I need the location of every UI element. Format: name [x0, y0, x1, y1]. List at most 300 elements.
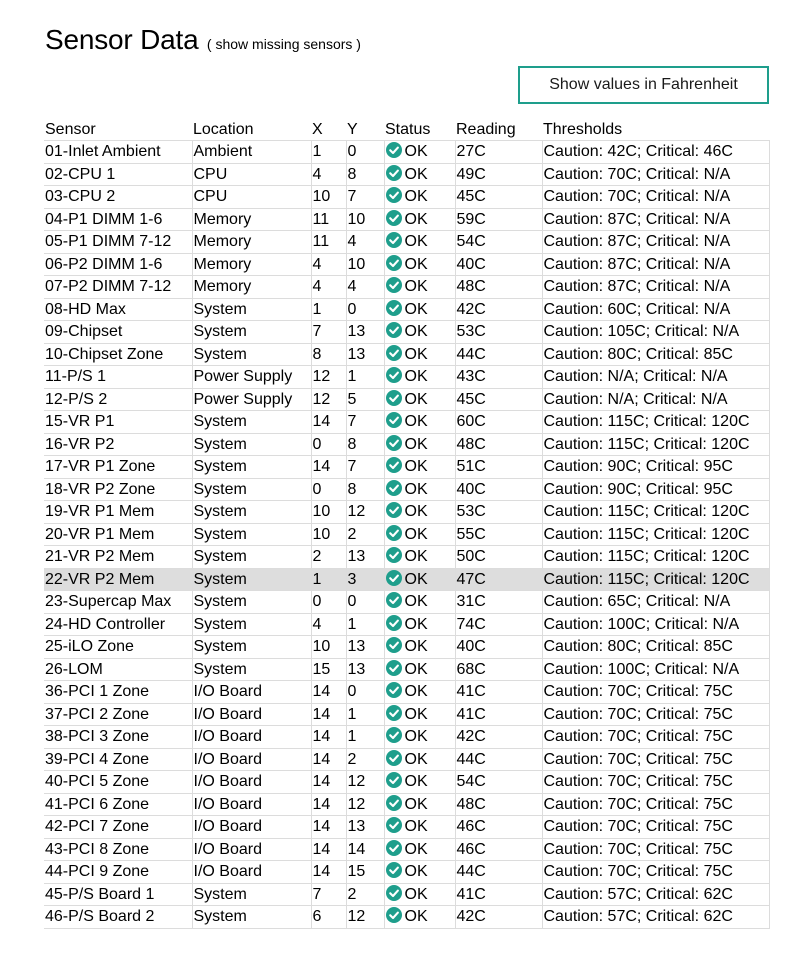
location-cell: System — [192, 456, 311, 479]
status-label: OK — [404, 795, 428, 813]
location-cell: System — [192, 298, 311, 321]
x-cell: 14 — [311, 838, 346, 861]
status-cell — [384, 523, 455, 546]
status-cell — [384, 636, 455, 659]
show-fahrenheit-button[interactable]: Show values in Fahrenheit — [518, 66, 769, 104]
table-row[interactable] — [44, 366, 769, 389]
sensor-name-cell: 17-VR P1 Zone — [44, 456, 192, 479]
status-label: OK — [404, 863, 428, 881]
y-cell: 0 — [346, 298, 384, 321]
status-label: OK — [404, 705, 428, 723]
check-circle-icon — [386, 345, 402, 361]
location-cell: I/O Board — [192, 838, 311, 861]
column-header-reading[interactable]: Reading — [456, 121, 516, 138]
column-header-y[interactable]: Y — [347, 121, 358, 138]
check-circle-icon — [386, 840, 402, 856]
reading-cell: 43C — [455, 366, 542, 389]
location-cell: System — [192, 613, 311, 636]
status-label: OK — [404, 435, 428, 453]
sensor-name-cell: 04-P1 DIMM 1-6 — [44, 208, 192, 231]
location-cell: System — [192, 906, 311, 929]
status-cell — [384, 816, 455, 839]
status-label: OK — [404, 840, 428, 858]
check-circle-icon — [386, 457, 402, 473]
y-cell: 8 — [346, 163, 384, 186]
table-row[interactable] — [44, 748, 769, 771]
column-header-location[interactable]: Location — [193, 121, 254, 138]
sensor-name-cell: 09-Chipset — [44, 321, 192, 344]
reading-cell: 42C — [455, 298, 542, 321]
check-circle-icon — [386, 525, 402, 541]
reading-cell: 45C — [455, 186, 542, 209]
status-cell — [384, 388, 455, 411]
y-cell: 3 — [346, 568, 384, 591]
y-cell: 0 — [346, 591, 384, 614]
table-row[interactable] — [44, 298, 769, 321]
x-cell: 14 — [311, 456, 346, 479]
status-label: OK — [404, 593, 428, 611]
y-cell: 7 — [346, 411, 384, 434]
location-cell: Memory — [192, 208, 311, 231]
reading-cell: 74C — [455, 613, 542, 636]
table-row[interactable] — [44, 523, 769, 546]
location-cell: Memory — [192, 253, 311, 276]
y-cell: 13 — [346, 816, 384, 839]
reading-cell: 41C — [455, 883, 542, 906]
thresholds-cell: Caution: 70C; Critical: N/A — [542, 186, 769, 209]
status-cell — [384, 771, 455, 794]
x-cell: 14 — [311, 793, 346, 816]
reading-cell: 53C — [455, 321, 542, 344]
table-row[interactable] — [44, 591, 769, 614]
location-cell: I/O Board — [192, 703, 311, 726]
location-cell: System — [192, 411, 311, 434]
thresholds-cell: Caution: 115C; Critical: 120C — [542, 411, 769, 434]
table-row[interactable] — [44, 838, 769, 861]
sensor-name-cell: 38-PCI 3 Zone — [44, 726, 192, 749]
sensor-name-cell: 16-VR P2 — [44, 433, 192, 456]
x-cell: 14 — [311, 681, 346, 704]
table-row[interactable] — [44, 388, 769, 411]
location-cell: System — [192, 478, 311, 501]
reading-cell: 46C — [455, 838, 542, 861]
check-circle-icon — [386, 367, 402, 383]
table-row[interactable] — [44, 141, 769, 164]
status-label: OK — [404, 570, 428, 588]
column-header-x[interactable]: X — [312, 121, 323, 138]
table-row[interactable] — [44, 906, 769, 929]
thresholds-cell: Caution: 87C; Critical: N/A — [542, 253, 769, 276]
reading-cell: 54C — [455, 771, 542, 794]
status-cell — [384, 546, 455, 569]
status-label: OK — [404, 885, 428, 903]
y-cell: 12 — [346, 793, 384, 816]
status-cell — [384, 298, 455, 321]
table-row[interactable] — [44, 771, 769, 794]
table-row[interactable] — [44, 163, 769, 186]
x-cell: 11 — [311, 208, 346, 231]
y-cell: 10 — [346, 253, 384, 276]
status-label: OK — [404, 638, 428, 656]
sensor-name-cell: 08-HD Max — [44, 298, 192, 321]
location-cell: I/O Board — [192, 681, 311, 704]
reading-cell: 54C — [455, 231, 542, 254]
x-cell: 6 — [311, 906, 346, 929]
status-cell — [384, 501, 455, 524]
x-cell: 10 — [311, 636, 346, 659]
x-cell: 2 — [311, 546, 346, 569]
y-cell: 2 — [346, 883, 384, 906]
table-row[interactable] — [44, 276, 769, 299]
sensor-name-cell: 36-PCI 1 Zone — [44, 681, 192, 704]
x-cell: 14 — [311, 703, 346, 726]
table-row[interactable] — [44, 793, 769, 816]
reading-cell: 44C — [455, 748, 542, 771]
status-label: OK — [404, 368, 428, 386]
location-cell: System — [192, 343, 311, 366]
sensor-name-cell: 25-iLO Zone — [44, 636, 192, 659]
table-row[interactable] — [44, 433, 769, 456]
x-cell: 1 — [311, 568, 346, 591]
status-cell — [384, 208, 455, 231]
x-cell: 10 — [311, 523, 346, 546]
status-label: OK — [404, 210, 428, 228]
status-cell — [384, 568, 455, 591]
check-circle-icon — [386, 210, 402, 226]
check-circle-icon — [386, 862, 402, 878]
thresholds-cell: Caution: 70C; Critical: N/A — [542, 163, 769, 186]
x-cell: 7 — [311, 883, 346, 906]
sensor-name-cell: 37-PCI 2 Zone — [44, 703, 192, 726]
table-row[interactable] — [44, 478, 769, 501]
location-cell: I/O Board — [192, 748, 311, 771]
y-cell: 7 — [346, 186, 384, 209]
check-circle-icon — [386, 637, 402, 653]
location-cell: Memory — [192, 276, 311, 299]
y-cell: 1 — [346, 703, 384, 726]
thresholds-cell: Caution: 80C; Critical: 85C — [542, 636, 769, 659]
x-cell: 0 — [311, 433, 346, 456]
y-cell: 4 — [346, 276, 384, 299]
check-circle-icon — [386, 142, 402, 158]
status-label: OK — [404, 255, 428, 273]
thresholds-cell: Caution: 90C; Critical: 95C — [542, 456, 769, 479]
x-cell: 0 — [311, 591, 346, 614]
y-cell: 14 — [346, 838, 384, 861]
sensor-name-cell: 01-Inlet Ambient — [44, 141, 192, 164]
check-circle-icon — [386, 435, 402, 451]
check-circle-icon — [386, 772, 402, 788]
reading-cell: 40C — [455, 636, 542, 659]
x-cell: 15 — [311, 658, 346, 681]
status-label: OK — [404, 683, 428, 701]
x-cell: 4 — [311, 253, 346, 276]
thresholds-cell: Caution: 57C; Critical: 62C — [542, 906, 769, 929]
thresholds-cell: Caution: 100C; Critical: N/A — [542, 613, 769, 636]
sensor-name-cell: 07-P2 DIMM 7-12 — [44, 276, 192, 299]
reading-cell: 60C — [455, 411, 542, 434]
check-circle-icon — [386, 277, 402, 293]
table-row[interactable] — [44, 816, 769, 839]
status-label: OK — [404, 165, 428, 183]
status-cell — [384, 681, 455, 704]
check-circle-icon — [386, 187, 402, 203]
table-row[interactable] — [44, 411, 769, 434]
sensor-name-cell: 43-PCI 8 Zone — [44, 838, 192, 861]
table-row[interactable] — [44, 208, 769, 231]
status-cell — [384, 861, 455, 884]
page-header — [45, 24, 361, 56]
status-label: OK — [404, 345, 428, 363]
y-cell: 0 — [346, 681, 384, 704]
location-cell: System — [192, 883, 311, 906]
check-circle-icon — [386, 795, 402, 811]
sensor-name-cell: 15-VR P1 — [44, 411, 192, 434]
x-cell: 7 — [311, 321, 346, 344]
x-cell: 14 — [311, 726, 346, 749]
location-cell: I/O Board — [192, 816, 311, 839]
status-cell — [384, 163, 455, 186]
location-cell: I/O Board — [192, 861, 311, 884]
y-cell: 15 — [346, 861, 384, 884]
sensor-name-cell: 26-LOM — [44, 658, 192, 681]
thresholds-cell: Caution: 70C; Critical: 75C — [542, 793, 769, 816]
x-cell: 11 — [311, 231, 346, 254]
reading-cell: 68C — [455, 658, 542, 681]
sensor-name-cell: 41-PCI 6 Zone — [44, 793, 192, 816]
reading-cell: 31C — [455, 591, 542, 614]
check-circle-icon — [386, 885, 402, 901]
status-label: OK — [404, 908, 428, 926]
sensor-table — [44, 119, 770, 929]
x-cell: 0 — [311, 478, 346, 501]
status-label: OK — [404, 750, 428, 768]
table-row[interactable] — [44, 456, 769, 479]
column-header-thresholds[interactable]: Thresholds — [543, 121, 623, 138]
reading-cell: 48C — [455, 793, 542, 816]
check-circle-icon — [386, 322, 402, 338]
location-cell: System — [192, 501, 311, 524]
thresholds-cell: Caution: 70C; Critical: 75C — [542, 861, 769, 884]
location-cell: CPU — [192, 163, 311, 186]
thresholds-cell: Caution: 115C; Critical: 120C — [542, 546, 769, 569]
check-circle-icon — [386, 682, 402, 698]
status-label: OK — [404, 458, 428, 476]
thresholds-cell: Caution: 100C; Critical: N/A — [542, 658, 769, 681]
y-cell: 2 — [346, 748, 384, 771]
status-label: OK — [404, 233, 428, 251]
column-header-status[interactable]: Status — [385, 121, 431, 138]
sensor-table-body — [44, 141, 769, 929]
sensor-name-cell: 02-CPU 1 — [44, 163, 192, 186]
status-cell — [384, 411, 455, 434]
sensor-name-cell: 10-Chipset Zone — [44, 343, 192, 366]
check-circle-icon — [386, 660, 402, 676]
thresholds-cell: Caution: N/A; Critical: N/A — [542, 388, 769, 411]
location-cell: System — [192, 546, 311, 569]
y-cell: 13 — [346, 343, 384, 366]
x-cell: 12 — [311, 388, 346, 411]
sensor-name-cell: 24-HD Controller — [44, 613, 192, 636]
thresholds-cell: Caution: N/A; Critical: N/A — [542, 366, 769, 389]
table-row[interactable] — [44, 726, 769, 749]
status-label: OK — [404, 390, 428, 408]
thresholds-cell: Caution: 60C; Critical: N/A — [542, 298, 769, 321]
thresholds-cell: Caution: 115C; Critical: 120C — [542, 568, 769, 591]
y-cell: 1 — [346, 366, 384, 389]
table-row[interactable] — [44, 253, 769, 276]
thresholds-cell: Caution: 70C; Critical: 75C — [542, 771, 769, 794]
status-cell — [384, 613, 455, 636]
x-cell: 1 — [311, 298, 346, 321]
thresholds-cell: Caution: 65C; Critical: N/A — [542, 591, 769, 614]
reading-cell: 47C — [455, 568, 542, 591]
status-cell — [384, 231, 455, 254]
table-row[interactable] — [44, 636, 769, 659]
reading-cell: 44C — [455, 343, 542, 366]
status-label: OK — [404, 480, 428, 498]
table-row[interactable] — [44, 568, 769, 591]
status-cell — [384, 726, 455, 749]
table-row[interactable] — [44, 613, 769, 636]
check-circle-icon — [386, 502, 402, 518]
y-cell: 4 — [346, 231, 384, 254]
thresholds-cell: Caution: 42C; Critical: 46C — [542, 141, 769, 164]
y-cell: 12 — [346, 771, 384, 794]
status-cell — [384, 253, 455, 276]
status-cell — [384, 343, 455, 366]
y-cell: 12 — [346, 501, 384, 524]
location-cell: System — [192, 658, 311, 681]
check-circle-icon — [386, 705, 402, 721]
y-cell: 13 — [346, 321, 384, 344]
reading-cell: 48C — [455, 276, 542, 299]
sensor-name-cell: 11-P/S 1 — [44, 366, 192, 389]
status-label: OK — [404, 143, 428, 161]
thresholds-cell: Caution: 105C; Critical: N/A — [542, 321, 769, 344]
status-cell — [384, 478, 455, 501]
y-cell: 13 — [346, 658, 384, 681]
status-cell — [384, 456, 455, 479]
status-label: OK — [404, 548, 428, 566]
status-cell — [384, 748, 455, 771]
status-label: OK — [404, 278, 428, 296]
status-cell — [384, 793, 455, 816]
sensor-name-cell: 03-CPU 2 — [44, 186, 192, 209]
x-cell: 4 — [311, 163, 346, 186]
reading-cell: 51C — [455, 456, 542, 479]
thresholds-cell: Caution: 87C; Critical: N/A — [542, 231, 769, 254]
table-row[interactable] — [44, 501, 769, 524]
status-label: OK — [404, 728, 428, 746]
location-cell: System — [192, 523, 311, 546]
status-label: OK — [404, 323, 428, 341]
status-cell — [384, 591, 455, 614]
y-cell: 2 — [346, 523, 384, 546]
reading-cell: 50C — [455, 546, 542, 569]
status-label: OK — [404, 818, 428, 836]
location-cell: Ambient — [192, 141, 311, 164]
column-header-sensor[interactable]: Sensor — [45, 121, 96, 138]
x-cell: 12 — [311, 366, 346, 389]
table-row[interactable] — [44, 883, 769, 906]
reading-cell: 59C — [455, 208, 542, 231]
location-cell: I/O Board — [192, 793, 311, 816]
status-label: OK — [404, 503, 428, 521]
check-circle-icon — [386, 570, 402, 586]
x-cell: 4 — [311, 613, 346, 636]
thresholds-cell: Caution: 70C; Critical: 75C — [542, 816, 769, 839]
thresholds-cell: Caution: 70C; Critical: 75C — [542, 838, 769, 861]
y-cell: 7 — [346, 456, 384, 479]
thresholds-cell: Caution: 80C; Critical: 85C — [542, 343, 769, 366]
check-circle-icon — [386, 547, 402, 563]
check-circle-icon — [386, 750, 402, 766]
x-cell: 4 — [311, 276, 346, 299]
sensor-name-cell: 18-VR P2 Zone — [44, 478, 192, 501]
thresholds-cell: Caution: 70C; Critical: 75C — [542, 681, 769, 704]
thresholds-cell: Caution: 115C; Critical: 120C — [542, 433, 769, 456]
check-circle-icon — [386, 817, 402, 833]
table-row[interactable] — [44, 861, 769, 884]
location-cell: System — [192, 321, 311, 344]
table-row[interactable] — [44, 681, 769, 704]
x-cell: 14 — [311, 411, 346, 434]
status-cell — [384, 141, 455, 164]
x-cell: 10 — [311, 501, 346, 524]
reading-cell: 46C — [455, 816, 542, 839]
status-label: OK — [404, 525, 428, 543]
thresholds-cell: Caution: 115C; Critical: 120C — [542, 523, 769, 546]
location-cell: Memory — [192, 231, 311, 254]
sensor-name-cell: 12-P/S 2 — [44, 388, 192, 411]
check-circle-icon — [386, 300, 402, 316]
thresholds-cell: Caution: 115C; Critical: 120C — [542, 501, 769, 524]
table-row[interactable] — [44, 658, 769, 681]
table-row[interactable] — [44, 186, 769, 209]
reading-cell: 42C — [455, 726, 542, 749]
table-row[interactable] — [44, 343, 769, 366]
check-circle-icon — [386, 480, 402, 496]
check-circle-icon — [386, 907, 402, 923]
table-row[interactable] — [44, 546, 769, 569]
sensor-name-cell: 21-VR P2 Mem — [44, 546, 192, 569]
location-cell: I/O Board — [192, 726, 311, 749]
table-row[interactable] — [44, 703, 769, 726]
reading-cell: 48C — [455, 433, 542, 456]
sensor-name-cell: 19-VR P1 Mem — [44, 501, 192, 524]
check-circle-icon — [386, 615, 402, 631]
reading-cell: 55C — [455, 523, 542, 546]
table-row[interactable] — [44, 321, 769, 344]
reading-cell: 27C — [455, 141, 542, 164]
reading-cell: 41C — [455, 681, 542, 704]
location-cell: System — [192, 636, 311, 659]
thresholds-cell: Caution: 57C; Critical: 62C — [542, 883, 769, 906]
status-cell — [384, 906, 455, 929]
table-row[interactable] — [44, 231, 769, 254]
show-missing-sensors-link[interactable]: ( show missing sensors ) — [206, 36, 361, 52]
thresholds-cell: Caution: 87C; Critical: N/A — [542, 208, 769, 231]
reading-cell: 41C — [455, 703, 542, 726]
y-cell: 8 — [346, 433, 384, 456]
reading-cell: 40C — [455, 478, 542, 501]
check-circle-icon — [386, 232, 402, 248]
status-cell — [384, 276, 455, 299]
y-cell: 13 — [346, 546, 384, 569]
thresholds-cell: Caution: 70C; Critical: 75C — [542, 703, 769, 726]
status-label: OK — [404, 615, 428, 633]
